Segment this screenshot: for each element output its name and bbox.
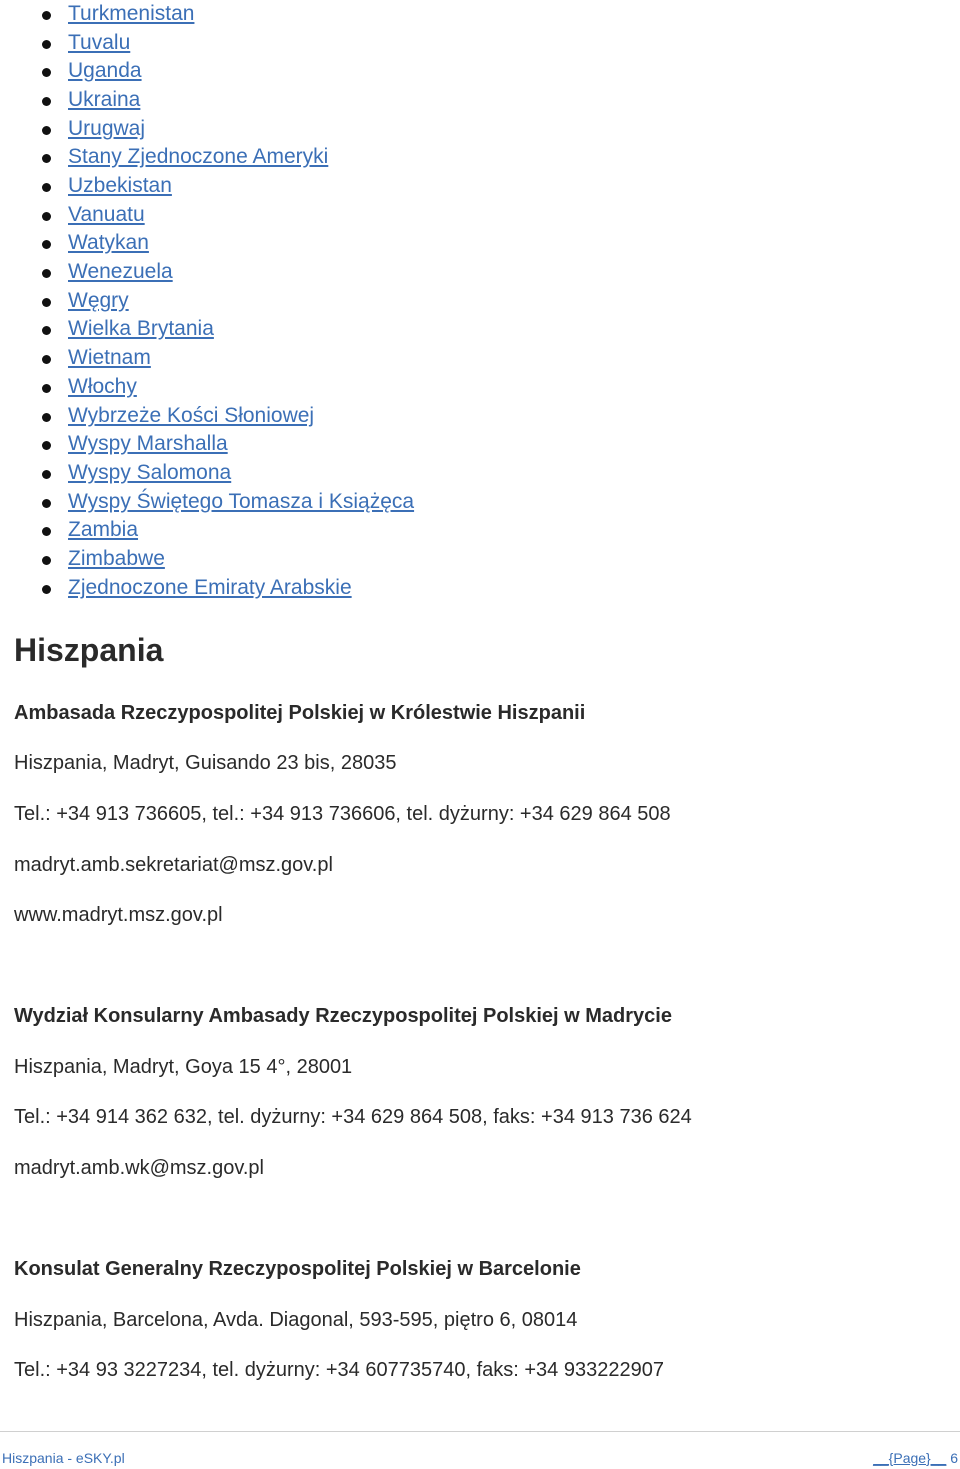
country-link[interactable]: Tuvalu xyxy=(68,31,131,54)
footer-page-field: __{Page}__ xyxy=(873,1450,947,1466)
footer-source: Hiszpania - eSKY.pl xyxy=(2,1450,125,1466)
bullet-icon xyxy=(42,126,51,135)
consulate-phones: Tel.: +34 93 3227234, tel. dyżurny: +34 607735740, faks: +34 933222907 xyxy=(14,1359,664,1381)
bullet-icon xyxy=(42,527,51,536)
country-link[interactable]: Wyspy Marshalla xyxy=(68,432,228,455)
country-link[interactable]: Wenezuela xyxy=(68,260,173,283)
bullet-icon xyxy=(42,68,51,77)
country-link[interactable]: Zimbabwe xyxy=(68,547,165,570)
bullet-icon xyxy=(42,556,51,565)
country-link[interactable]: Węgry xyxy=(68,289,129,312)
consular-phones: Tel.: +34 914 362 632, tel. dyżurny: +34 629 864 508, faks: +34 913 736 624 xyxy=(14,1106,692,1128)
bullet-icon xyxy=(42,40,51,49)
embassy-name: Ambasada Rzeczypospolitej Polskiej w Królestwie Hiszpanii xyxy=(14,702,586,724)
embassy-address: Hiszpania, Madryt, Guisando 23 bis, 28035 xyxy=(14,752,397,774)
country-link[interactable]: Wyspy Świętego Tomasza i Książęca xyxy=(68,490,415,513)
bullet-icon xyxy=(42,269,51,278)
bullet-icon xyxy=(42,470,51,479)
bullet-icon xyxy=(42,11,51,20)
country-link[interactable]: Stany Zjednoczone Ameryki xyxy=(68,145,329,168)
bullet-icon xyxy=(42,585,51,594)
country-link[interactable]: Wybrzeże Kości Słoniowej xyxy=(68,404,315,427)
bullet-icon xyxy=(42,154,51,163)
country-link[interactable]: Ukraina xyxy=(68,88,141,111)
country-link[interactable]: Zambia xyxy=(68,518,139,541)
country-link[interactable]: Wyspy Salomona xyxy=(68,461,232,484)
country-link[interactable]: Uganda xyxy=(68,59,142,82)
bullet-icon xyxy=(42,413,51,422)
country-link[interactable]: Zjednoczone Emiraty Arabskie xyxy=(68,576,352,599)
country-link[interactable]: Wietnam xyxy=(68,346,151,369)
country-link[interactable]: Włochy xyxy=(68,375,137,398)
bullet-icon xyxy=(42,441,51,450)
country-link[interactable]: Wielka Brytania xyxy=(68,317,214,340)
country-link[interactable]: Turkmenistan xyxy=(68,2,195,25)
consular-name: Wydział Konsularny Ambasady Rzeczypospolitej Polskiej w Madrycie xyxy=(14,1005,672,1027)
bullet-icon xyxy=(42,240,51,249)
embassy-email: madryt.amb.sekretariat@msz.gov.pl xyxy=(14,854,333,876)
bullet-icon xyxy=(42,499,51,508)
bullet-icon xyxy=(42,97,51,106)
consular-email: madryt.amb.wk@msz.gov.pl xyxy=(14,1157,264,1179)
bullet-icon xyxy=(42,212,51,221)
consular-address: Hiszpania, Madryt, Goya 15 4°, 28001 xyxy=(14,1056,353,1078)
embassy-www: www.madryt.msz.gov.pl xyxy=(14,904,223,926)
country-link[interactable]: Urugwaj xyxy=(68,117,146,140)
embassy-phones: Tel.: +34 913 736605, tel.: +34 913 736606, tel. dyżurny: +34 629 864 508 xyxy=(14,803,671,825)
country-link[interactable]: Uzbekistan xyxy=(68,174,172,197)
bullet-icon xyxy=(42,326,51,335)
bullet-icon xyxy=(42,384,51,393)
country-link[interactable]: Vanuatu xyxy=(68,203,145,226)
consulate-address: Hiszpania, Barcelona, Avda. Diagonal, 593-595, piętro 6, 08014 xyxy=(14,1309,578,1331)
footer-page-number: 6 xyxy=(950,1450,958,1466)
bullet-icon xyxy=(42,183,51,192)
consulate-name: Konsulat Generalny Rzeczypospolitej Polskiej w Barcelonie xyxy=(14,1258,581,1280)
footer-divider xyxy=(0,1431,960,1432)
footer-page xyxy=(873,1449,958,1467)
section-title: Hiszpania xyxy=(14,632,164,668)
bullet-icon xyxy=(42,355,51,364)
country-link[interactable]: Watykan xyxy=(68,231,149,254)
bullet-icon xyxy=(42,298,51,307)
